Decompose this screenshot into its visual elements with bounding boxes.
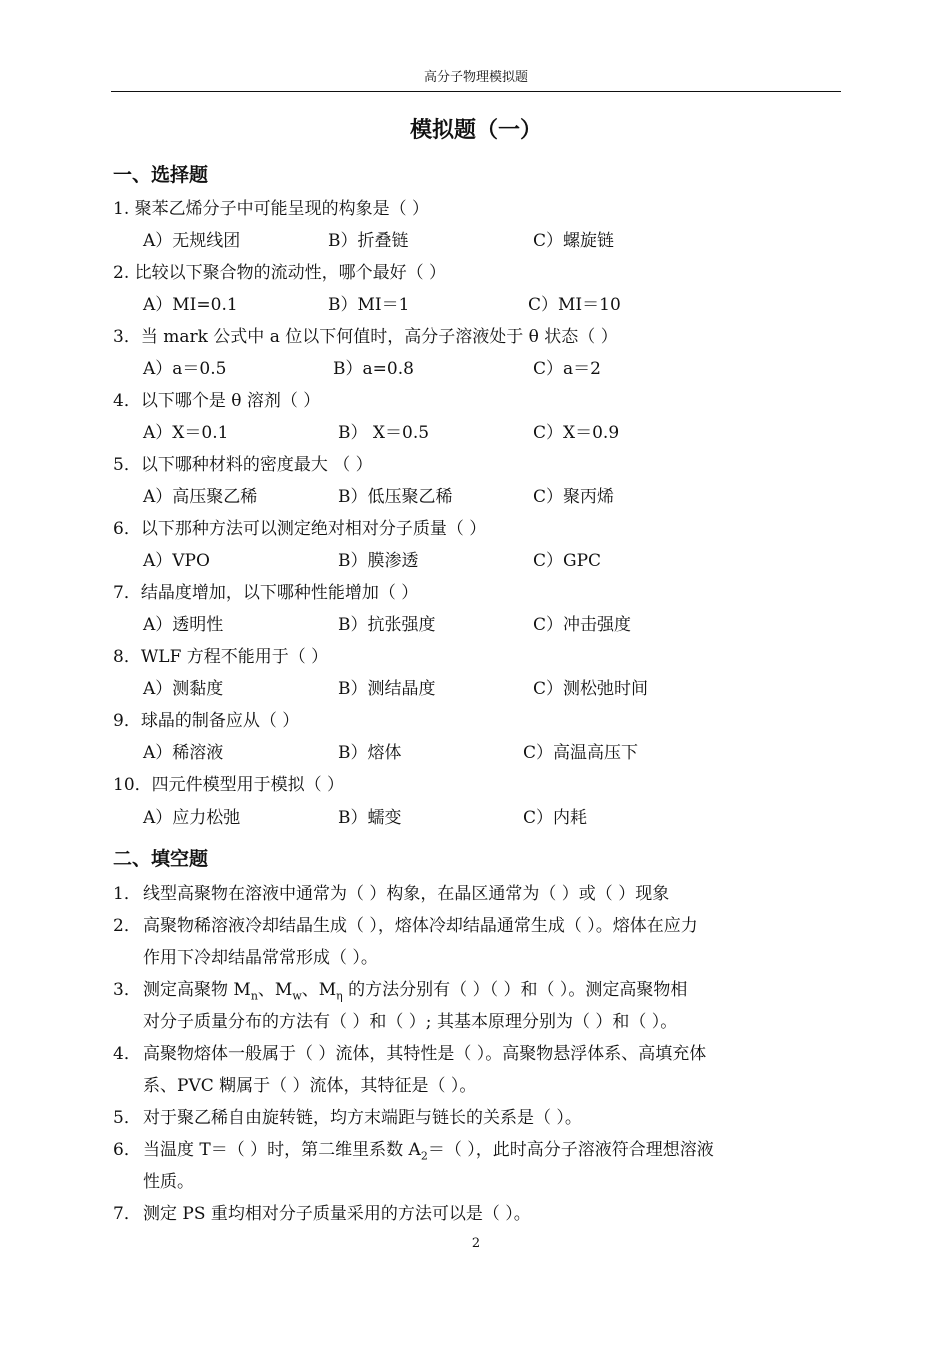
fill-item-4-line1: 高聚物熔体一般属于（ ）流体，其特性是（ ）。高聚物悬浮体系、高填充体 (143, 1044, 707, 1064)
question-1-option-a: A）无规线团 (143, 231, 241, 251)
fill-item-5-number: 5． (113, 1108, 141, 1128)
fill-item-6-line1-start: 当温度 T＝（ ）时，第二维里系数 A (143, 1140, 421, 1160)
running-header: 高分子物理模拟题 (423, 70, 528, 85)
question-1: 1. 聚苯乙烯分子中可能呈现的构象是（ ） (113, 199, 430, 219)
fill-item-5-line1: 对于聚乙稀自由旋转链，均方末端距与链长的关系是（ ）。 (143, 1108, 582, 1128)
question-4: 4．以下哪个是 θ 溶剂（ ） (113, 391, 321, 411)
question-6-option-b: B）膜渗透 (338, 551, 419, 571)
question-7-option-b: B）抗张强度 (338, 615, 436, 635)
question-8-option-a: A）测黏度 (143, 679, 224, 699)
question-9-option-c: C）高温高压下 (523, 743, 639, 763)
fill-item-3-line1-end: 的方法分别有（ ）（ ）和（ ）。测定高聚物相 (342, 980, 688, 1000)
fill-item-2-line1: 高聚物稀溶液冷却结晶生成（ ），熔体冷却结晶通常生成（ ）。熔体在应力 (143, 916, 698, 936)
question-5: 5．以下哪种材料的密度最大 （ ） (113, 455, 373, 475)
question-8-option-c: C）测松弛时间 (533, 679, 649, 699)
question-9-option-a: A）稀溶液 (143, 743, 224, 763)
question-4-option-a: A）X＝0.1 (143, 423, 229, 443)
subscript-2: 2 (420, 1149, 428, 1163)
page-number: 2 (471, 1236, 481, 1251)
question-10: 10．四元件模型用于模拟（ ） (113, 775, 345, 795)
question-2-option-c: C）MI＝10 (528, 295, 621, 315)
question-5-option-b: B）低压聚乙稀 (338, 487, 453, 507)
question-10-option-b: B）蠕变 (338, 808, 402, 828)
question-7: 7．结晶度增加，以下哪种性能增加（ ） (113, 583, 419, 603)
question-3-option-c: C）a＝2 (533, 359, 601, 379)
subscript-w: w (292, 989, 302, 1003)
fill-item-6-line1 (143, 1138, 841, 1162)
fill-item-7-line1: 测定 PS 重均相对分子质量采用的方法可以是（ ）。 (143, 1204, 531, 1224)
fill-item-3 (113, 978, 841, 1034)
fill-item-2 (113, 914, 841, 970)
question-5-option-c: C）聚丙烯 (533, 487, 615, 507)
fill-item-3-line2: 对分子质量分布的方法有（ ）和（ ）; 其基本原理分别为（ ）和（ ）。 (143, 1012, 678, 1032)
question-4-option-c: C）X＝0.9 (533, 423, 620, 443)
question-5-option-a: A）高压聚乙稀 (143, 487, 258, 507)
fill-item-6 (113, 1138, 841, 1194)
subscript-n: n (250, 989, 258, 1003)
question-9: 9．球晶的制备应从（ ） (113, 711, 300, 731)
page-title: 模拟题（一） (409, 117, 542, 143)
fill-item-1-number: 1． (113, 884, 141, 904)
fill-item-6-line2: 性质。 (143, 1172, 194, 1192)
header-rule (111, 91, 841, 92)
question-3-option-a: A）a＝0.5 (143, 359, 227, 379)
question-4-option-b: B） X＝0.5 (338, 423, 430, 443)
fill-item-6-line1-end: ＝（ ），此时高分子溶液符合理想溶液 (427, 1140, 714, 1160)
fill-item-3-sep1: 、M (257, 980, 293, 1000)
question-6: 6．以下那种方法可以测定绝对相对分子质量（ ） (113, 519, 487, 539)
fill-item-4-number: 4． (113, 1044, 141, 1064)
question-3: 3．当 mark 公式中 a 位以下何值时，高分子溶液处于 θ 状态（ ） (113, 327, 618, 347)
section-heading-choice: 一、选择题 (113, 164, 209, 186)
question-2-option-a: A）MI=0.1 (143, 295, 238, 315)
question-6-option-a: A）VPO (143, 551, 210, 571)
fill-item-2-number: 2． (113, 916, 141, 936)
fill-item-7-number: 7． (113, 1204, 141, 1224)
question-1-option-c: C）螺旋链 (533, 231, 615, 251)
question-7-option-a: A）透明性 (143, 615, 224, 635)
question-1-option-b: B）折叠链 (328, 231, 409, 251)
question-8-option-b: B）测结晶度 (338, 679, 436, 699)
fill-item-4-line2: 系、PVC 糊属于（ ）流体，其特征是（ ）。 (143, 1076, 477, 1096)
fill-item-3-line1-start: 测定高聚物 M (143, 980, 251, 1000)
fill-item-2-line2: 作用下冷却结晶常常形成（ ）。 (143, 948, 378, 968)
fill-item-6-number: 6． (113, 1140, 141, 1160)
question-2: 2. 比较以下聚合物的流动性，哪个最好（ ） (113, 263, 447, 283)
question-10-option-a: A）应力松弛 (143, 808, 241, 828)
question-10-option-c: C）内耗 (523, 808, 588, 828)
question-7-option-c: C）冲击强度 (533, 615, 632, 635)
fill-item-3-sep2: 、M (301, 980, 337, 1000)
fill-item-1-line1: 线型高聚物在溶液中通常为（ ）构象，在晶区通常为（ ）或（ ）现象 (143, 884, 670, 904)
question-3-option-b: B）a=0.8 (333, 359, 414, 379)
fill-item-3-number: 3． (113, 980, 141, 1000)
section-heading-fill-in: 二、填空题 (113, 848, 209, 870)
question-8: 8．WLF 方程不能用于（ ） (113, 647, 329, 667)
question-9-option-b: B）熔体 (338, 743, 402, 763)
question-6-option-c: C）GPC (533, 551, 602, 571)
subscript-eta: η (336, 989, 343, 1003)
fill-item-4 (113, 1042, 841, 1098)
fill-item-3-line1 (143, 978, 841, 1002)
question-2-option-b: B）MI＝1 (328, 295, 410, 315)
